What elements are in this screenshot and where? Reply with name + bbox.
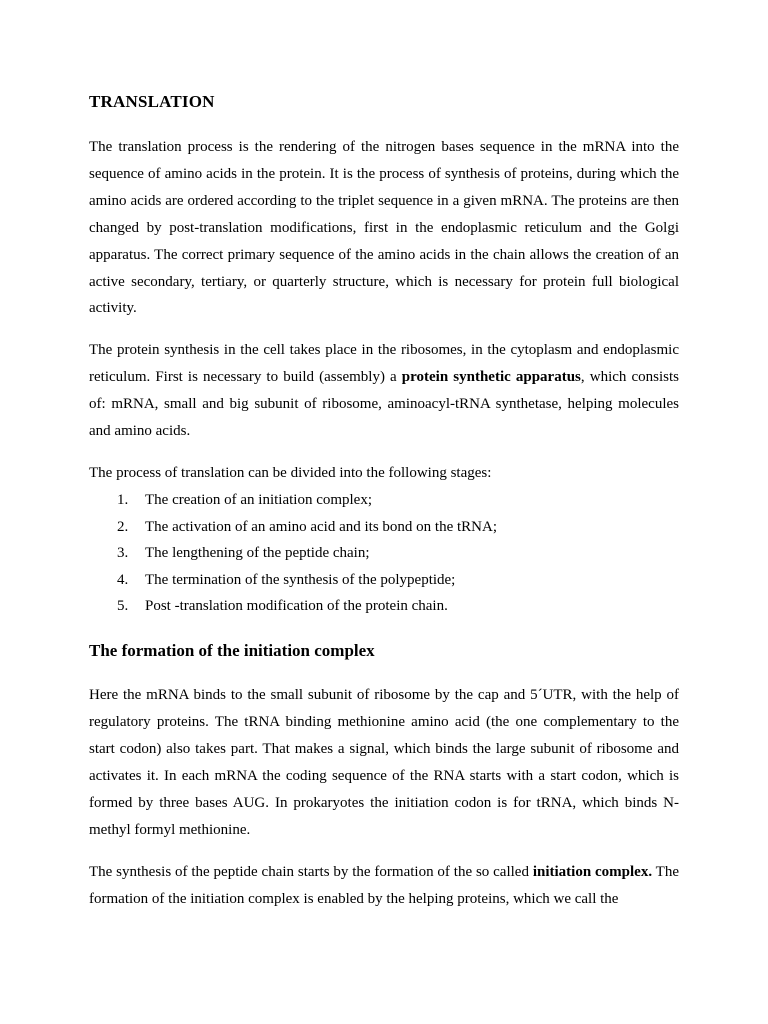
list-item: [89, 593, 679, 620]
list-number: 4.: [117, 571, 129, 588]
list-item: [89, 487, 679, 514]
list-item-text: The activation of an amino acid and its bond on the tRNA;: [145, 518, 498, 535]
list-number: 1.: [117, 492, 129, 508]
list-number: 3.: [117, 545, 129, 562]
paragraph-text: , which consists of: mRNA, small and big subunit of ribosome, aminoacyl-tRNA synthetase, helping molecules and amino acids.: [89, 368, 680, 439]
paragraph-translation-process: The translation process is the rendering of the nitrogen bases sequence in the mRNA into the sequence of amino acids in the protein. It is the process of synthesis of proteins, during which the amino acids are ordered according to the triplet sequence in a given mRNA. The proteins are then changed by post-translation modifications, first in the endoplasmic reticulum and the Golgi apparatus. The correct primary sequence of the amino acids in the chain allows the creation of an active secondary, tertiary, or quarterly structure, which is necessary for protein full biological activity.: [89, 139, 679, 317]
stages-list: [89, 487, 679, 620]
list-number: 2.: [117, 518, 129, 535]
paragraph-mrna-binding: Here the mRNA binds to the small subunit of ribosome by the cap and 5´UTR, with the help of regulatory proteins. The tRNA binding methionine amino acid (the one complementary to the start codon) also takes part. That makes a signal, which binds the large subunit of ribosome and activates it. In each mRNA the coding sequence of the RNA starts with a start codon, which is formed by three bases AUG. In prokaryotes the initiation codon is for tRNA, which binds N-methyl formyl methionine.: [89, 687, 679, 838]
bold-term-initiation-complex: initiation complex.: [532, 864, 653, 880]
list-item-text: The lengthening of the peptide chain;: [145, 545, 370, 562]
paragraph-text: The protein synthesis in the cell takes place in the ribosomes, in the cytoplasm and endoplasmic reticulum. First is necessary to build (assembly) a: [89, 342, 679, 385]
list-number: 5.: [117, 598, 129, 615]
list-item-text: The termination of the synthesis of the polypeptide;: [145, 571, 456, 588]
paragraph-protein-synthesis: [89, 337, 679, 445]
list-item-text: The creation of an initiation complex;: [145, 492, 373, 508]
list-item: [89, 514, 679, 541]
document-title: TRANSLATION: [89, 92, 215, 111]
list-item: [89, 567, 679, 594]
paragraph-stages-intro: The process of translation can be divided into the following stages:: [89, 465, 492, 481]
section-heading-initiation-complex: The formation of the initiation complex: [89, 641, 375, 660]
list-item-text: Post -translation modification of the protein chain.: [145, 598, 448, 615]
bold-term-protein-synthetic-apparatus: protein synthetic apparatus: [401, 368, 581, 385]
list-item: [89, 540, 679, 567]
paragraph-peptide-synthesis: [89, 859, 679, 913]
paragraph-text: The formation of the initiation complex is enabled by the helping proteins, which we call the: [89, 864, 679, 907]
paragraph-text: The synthesis of the peptide chain starts by the formation of the so called: [89, 864, 533, 880]
